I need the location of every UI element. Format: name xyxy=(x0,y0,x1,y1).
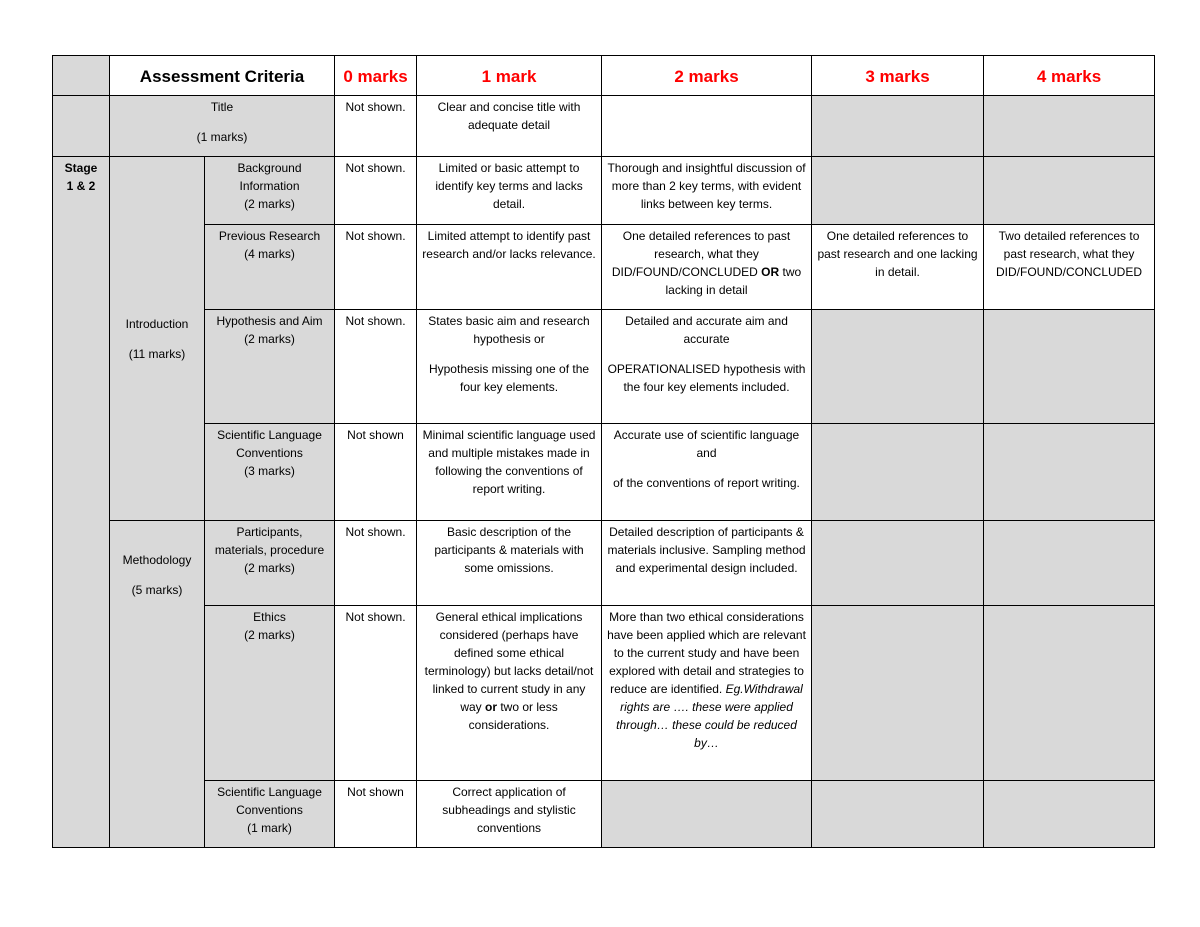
method-language-label: Scientific Language Conventions xyxy=(217,785,322,817)
intro-language-4-marks xyxy=(984,424,1155,521)
title-criteria-cell xyxy=(110,96,335,157)
title-marks: (1 marks) xyxy=(196,130,248,144)
method-language-4-marks xyxy=(984,781,1155,848)
ethics-1-text-a: General ethical implications considered (perhaps have defined some ethical terminology) but lacks detail/not linked to current study in any way xyxy=(424,610,594,714)
header-assessment-criteria: Assessment Criteria xyxy=(110,56,335,96)
header-row xyxy=(53,56,1155,96)
hypothesis-row xyxy=(53,310,1155,424)
intro-language-marks: (3 marks) xyxy=(244,464,295,478)
method-language-row xyxy=(53,781,1155,848)
header-2-marks: 2 marks xyxy=(602,56,812,96)
hypothesis-label: Hypothesis and Aim xyxy=(216,314,323,328)
stage-line-2: 1 & 2 xyxy=(66,179,96,193)
method-language-2-marks xyxy=(602,781,812,848)
title-row xyxy=(53,96,1155,157)
stage-cell xyxy=(53,157,110,848)
intro-language-2-text-a: Accurate use of scientific language and xyxy=(613,428,800,460)
background-label: Background Information xyxy=(237,161,302,193)
title-2-marks xyxy=(602,96,812,157)
hypothesis-2-text-b: OPERATIONALISED hypothesis with the four key elements included. xyxy=(607,362,806,394)
ethics-1-mark xyxy=(417,606,602,781)
title-1-mark: Clear and concise title with adequate detail xyxy=(417,96,602,157)
participants-4-marks xyxy=(984,521,1155,606)
intro-language-label: Scientific Language Conventions xyxy=(217,428,322,460)
previous-research-criteria xyxy=(205,225,335,310)
intro-language-1-mark: Minimal scientific language used and multiple mistakes made in following the conventions of report writing. xyxy=(417,424,602,521)
ethics-4-marks xyxy=(984,606,1155,781)
previous-research-1-mark: Limited attempt to identify past research and/or lacks relevance. xyxy=(417,225,602,310)
ethics-criteria xyxy=(205,606,335,781)
previous-research-0-marks: Not shown. xyxy=(335,225,417,310)
background-row xyxy=(53,157,1155,225)
intro-language-2-marks xyxy=(602,424,812,521)
method-language-criteria xyxy=(205,781,335,848)
ethics-row xyxy=(53,606,1155,781)
methodology-label: Methodology xyxy=(122,553,192,567)
methodology-marks: (5 marks) xyxy=(131,583,183,597)
ethics-1-or: or xyxy=(485,700,498,714)
previous-research-4-marks: Two detailed references to past research, what they DID/FOUND/CONCLUDED xyxy=(984,225,1155,310)
participants-row xyxy=(53,521,1155,606)
ethics-2-example: Eg.Withdrawal rights are …. these were applied through… these could be reduced by… xyxy=(616,682,803,750)
ethics-3-marks xyxy=(812,606,984,781)
title-4-marks xyxy=(984,96,1155,157)
ethics-2-text-a: More than two ethical considerations have been applied which are relevant to the current study and have been explored with detail and strategies to reduce are identified. xyxy=(607,610,806,696)
header-blank-cell xyxy=(53,56,110,96)
previous-research-2-marks xyxy=(602,225,812,310)
hypothesis-1-text-a: States basic aim and research hypothesis or xyxy=(428,314,590,346)
hypothesis-2-text-a: Detailed and accurate aim and accurate xyxy=(625,314,788,346)
ethics-label: Ethics xyxy=(253,610,286,624)
previous-research-label: Previous Research xyxy=(218,229,321,243)
hypothesis-3-marks xyxy=(812,310,984,424)
method-language-1-mark: Correct application of subheadings and stylistic conventions xyxy=(417,781,602,848)
header-1-mark: 1 mark xyxy=(417,56,602,96)
background-marks: (2 marks) xyxy=(244,197,295,211)
background-3-marks xyxy=(812,157,984,225)
ethics-2-marks xyxy=(602,606,812,781)
title-3-marks xyxy=(812,96,984,157)
previous-research-2-or: OR xyxy=(761,265,780,279)
assessment-rubric-table xyxy=(52,55,1155,848)
hypothesis-4-marks xyxy=(984,310,1155,424)
intro-language-row xyxy=(53,424,1155,521)
participants-0-marks: Not shown. xyxy=(335,521,417,606)
intro-language-0-marks: Not shown xyxy=(335,424,417,521)
title-label: Title xyxy=(210,100,234,114)
introduction-label: Introduction xyxy=(125,316,189,331)
intro-language-criteria xyxy=(205,424,335,521)
method-language-3-marks xyxy=(812,781,984,848)
participants-1-mark: Basic description of the participants & materials with some omissions. xyxy=(417,521,602,606)
ethics-1-text-b: two or less considerations. xyxy=(468,700,558,732)
background-criteria xyxy=(205,157,335,225)
hypothesis-1-text-b: Hypothesis missing one of the four key elements. xyxy=(428,362,590,394)
header-3-marks: 3 marks xyxy=(812,56,984,96)
stage-line-1: Stage xyxy=(64,161,98,175)
previous-research-2-text-a: One detailed references to past research, what they DID/FOUND/CONCLUDED xyxy=(611,229,791,279)
participants-criteria: Participants, materials, procedure (2 marks) xyxy=(205,521,335,606)
background-4-marks xyxy=(984,157,1155,225)
method-language-marks: (1 mark) xyxy=(247,821,292,835)
hypothesis-2-marks xyxy=(602,310,812,424)
previous-research-2-text-b: two lacking in detail xyxy=(665,265,802,297)
participants-2-marks: Detailed description of participants & materials inclusive. Sampling method and experimental design included. xyxy=(602,521,812,606)
background-0-marks: Not shown. xyxy=(335,157,417,225)
ethics-0-marks: Not shown. xyxy=(335,606,417,781)
background-2-marks: Thorough and insightful discussion of more than 2 key terms, with evident links between key terms. xyxy=(602,157,812,225)
introduction-cell xyxy=(110,157,205,521)
header-4-marks: 4 marks xyxy=(984,56,1155,96)
header-0-marks: 0 marks xyxy=(335,56,417,96)
hypothesis-1-mark xyxy=(417,310,602,424)
hypothesis-criteria xyxy=(205,310,335,424)
background-1-mark: Limited or basic attempt to identify key terms and lacks detail. xyxy=(417,157,602,225)
ethics-marks: (2 marks) xyxy=(244,628,295,642)
title-0-marks: Not shown. xyxy=(335,96,417,157)
hypothesis-marks: (2 marks) xyxy=(244,332,295,346)
methodology-cell xyxy=(110,521,205,848)
participants-3-marks xyxy=(812,521,984,606)
hypothesis-0-marks: Not shown. xyxy=(335,310,417,424)
previous-research-row xyxy=(53,225,1155,310)
intro-language-2-text-b: of the conventions of report writing. xyxy=(613,476,800,490)
introduction-marks: (11 marks) xyxy=(128,346,186,361)
title-row-blank xyxy=(53,96,110,157)
intro-language-3-marks xyxy=(812,424,984,521)
previous-research-3-marks: One detailed references to past research and one lacking in detail. xyxy=(812,225,984,310)
method-language-0-marks: Not shown xyxy=(335,781,417,848)
previous-research-marks: (4 marks) xyxy=(244,247,295,261)
